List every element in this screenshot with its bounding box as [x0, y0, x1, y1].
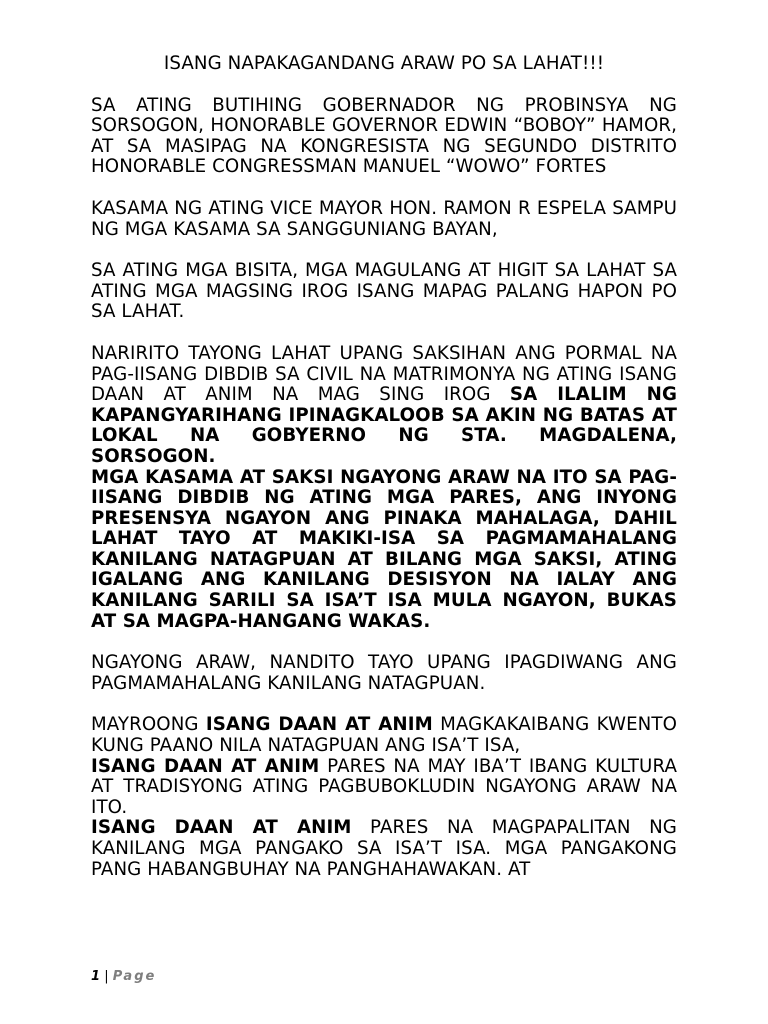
paragraph-governor: SA ATING BUTIHING GOBERNADOR NG PROBINSYA NG SORSOGON, HONORABLE GOVERNOR EDWIN “BOBOY” HAMOR, AT SA MASIPAG NA KONGRESISTA NG SEGUNDO DISTRITO HONORABLE CONGRESSMAN MANUEL “WOWO” FORTES [91, 94, 677, 178]
paragraph-stories-a: MAYROONG [91, 714, 206, 736]
paragraph-witnesses-bold: MGA KASAMA AT SAKSI NGAYONG ARAW NA ITO SA PAG-IISANG DIBDIB NG ATING MGA PARES, ANG INYONG PRESENSYA NGAYON ANG PINAKA MAHALAGA, DAHIL LAHAT TAYO AT MAKIKI-ISA SA PAGMAMAHALANG KANILANG NATAGPUAN AT BILANG MGA SAKSI, ATING IGALANG ANG KANILANG DESISYON NA IALAY ANG KANILANG SARILI SA ISA’T ISA MULA NGAYON, BUKAS AT SA MAGPA-HANGANG WAKAS. [91, 466, 677, 632]
paragraph-guests: SA ATING MGA BISITA, MGA MAGULANG AT HIGIT SA LAHAT SA ATING MGA MAGSING IROG ISANG MAPAG PALANG HAPON PO SA LAHAT. [91, 260, 677, 323]
greeting-title: ISANG NAPAKAGANDANG ARAW PO SA LAHAT!!! [163, 53, 605, 74]
footer-separator: | [104, 969, 109, 984]
paragraph-cultures-text: PARES NA MAY IBA’T IBANG KULTURA AT TRADISYONG ATING PAGBUBOKLUDIN NGAYONG ARAW NA ITO. [91, 755, 677, 818]
paragraph-witness-intro-bold: SA ILALIM NG KAPANGYARIHANG IPINAGKALOOB SA AKIN NG BATAS AT LOKAL NA GOBYERNO NG STA. MAGDALENA, SORSOGON. [91, 384, 677, 467]
page-number: 1 [91, 969, 101, 984]
paragraph-cultures [91, 757, 677, 819]
paragraph-stories-b: MAGKAKAIBANG KWENTO KUNG PAANO NILA NATAGPUAN ANG ISA’T ISA, [91, 714, 678, 757]
paragraph-witnesses [91, 468, 677, 633]
paragraph-stories [91, 715, 677, 756]
paragraph-cultures-bold: ISANG DAAN AT ANIM [91, 755, 320, 777]
document-body [91, 54, 677, 880]
paragraph-vows-bold: ISANG DAAN AT ANIM [91, 817, 352, 839]
paragraph-witness-intro [91, 344, 677, 468]
paragraph-vice-mayor: KASAMA NG ATING VICE MAYOR HON. RAMON R ESPELA SAMPU NG MGA KASAMA SA SANGGUNIANG BAYAN, [91, 197, 677, 240]
paragraph-vows [91, 818, 677, 880]
page-footer [91, 969, 156, 984]
page-label: Page [112, 969, 157, 984]
paragraph-witness-intro-text: NARIRITO TAYONG LAHAT UPANG SAKSIHAN ANG PORMAL NA PAG-IISANG DIBDIB SA CIVIL NA MATRIMONYA NG ATING ISANG DAAN AT ANIM NA MAG SING IROG [91, 342, 677, 406]
paragraph-vows-text: PARES NA MAGPAPALITAN NG KANILANG MGA PANGAKO SA ISA’T ISA. MGA PANGAKONG PANG HABANGBUHAY NA PANGHAHAWAKAN. AT [91, 817, 677, 880]
paragraph-stories-bold: ISANG DAAN AT ANIM [205, 714, 433, 736]
paragraph-celebrate: NGAYONG ARAW, NANDITO TAYO UPANG IPAGDIWANG ANG PAGMAMAHALANG KANILANG NATAGPUAN. [91, 652, 677, 694]
